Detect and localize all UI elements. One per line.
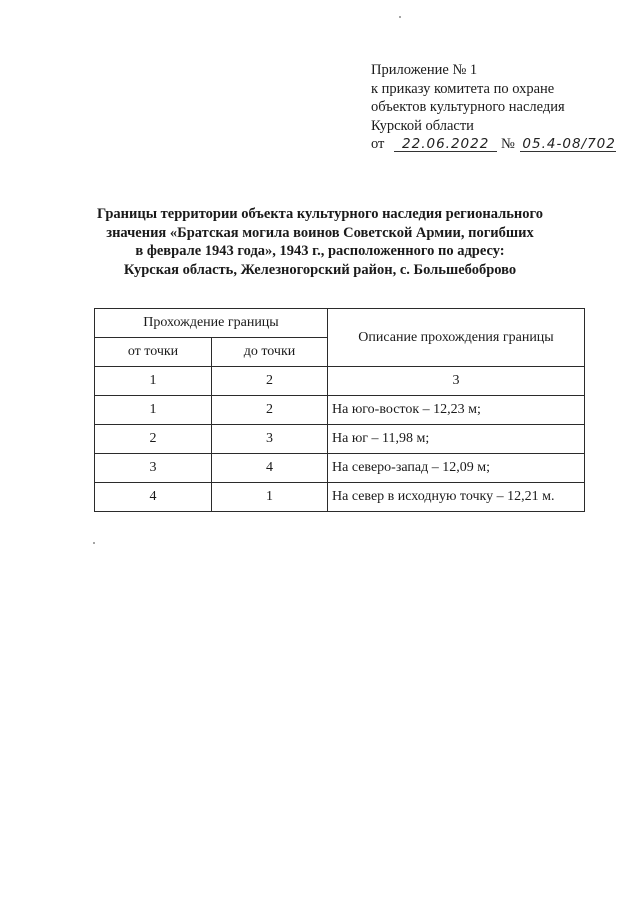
table-row bbox=[95, 454, 585, 483]
from-point-cell: 2 bbox=[95, 425, 212, 454]
to-point-cell: 3 bbox=[212, 425, 328, 454]
table-row bbox=[95, 396, 585, 425]
description-cell: На северо-запад – 12,09 м; bbox=[328, 454, 585, 483]
from-point-cell: 1 bbox=[95, 396, 212, 425]
to-point-cell: 4 bbox=[212, 454, 328, 483]
annex-committee-line: объектов культурного наследия bbox=[371, 99, 565, 115]
boundary-table bbox=[94, 308, 585, 512]
boundary-group-header: Прохождение границы bbox=[95, 309, 328, 338]
heading-line-4: Курская область, Железногорский район, с. Большебоброво bbox=[123, 261, 517, 278]
heading-line-2: значения «Братская могила воинов Советской Армии, погибших bbox=[106, 224, 534, 241]
description-header: Описание прохождения границы bbox=[328, 309, 585, 367]
heading-line-1: Границы территории объекта культурного наследия регионального bbox=[97, 206, 543, 222]
description-cell: На юг – 11,98 м; bbox=[328, 425, 585, 454]
annex-title: Приложение № 1 bbox=[371, 62, 478, 78]
document-heading bbox=[0, 205, 640, 279]
handwritten-date: 22.06.2022 bbox=[394, 137, 497, 152]
annex-region-line: Курской области bbox=[371, 117, 474, 134]
index-cell: 1 bbox=[95, 367, 212, 396]
index-cell: 2 bbox=[212, 367, 328, 396]
heading-line-3: в феврале 1943 года», 1943 г., расположенного по адресу: bbox=[135, 243, 505, 259]
description-cell: На север в исходную точку – 12,21 м. bbox=[328, 483, 585, 512]
scan-speck bbox=[93, 542, 95, 544]
table-row bbox=[95, 483, 585, 512]
handwritten-number: 05.4-08/702 bbox=[522, 136, 616, 152]
description-cell: На юго-восток – 12,23 м; bbox=[328, 396, 585, 425]
to-point-header: до точки bbox=[212, 338, 328, 367]
to-point-cell: 2 bbox=[212, 396, 328, 425]
scan-speck bbox=[399, 16, 401, 18]
from-point-header: от точки bbox=[95, 338, 212, 367]
column-index-row bbox=[95, 367, 585, 396]
annex-date-number-line bbox=[371, 135, 631, 154]
number-label: № bbox=[500, 136, 515, 152]
annex-block bbox=[371, 61, 631, 154]
from-point-cell: 4 bbox=[95, 483, 212, 512]
table-row bbox=[95, 425, 585, 454]
to-point-cell: 1 bbox=[212, 483, 328, 512]
index-cell: 3 bbox=[328, 367, 585, 396]
annex-order-line: к приказу комитета по охране bbox=[371, 80, 555, 97]
from-label: от bbox=[371, 136, 385, 152]
from-point-cell: 3 bbox=[95, 454, 212, 483]
